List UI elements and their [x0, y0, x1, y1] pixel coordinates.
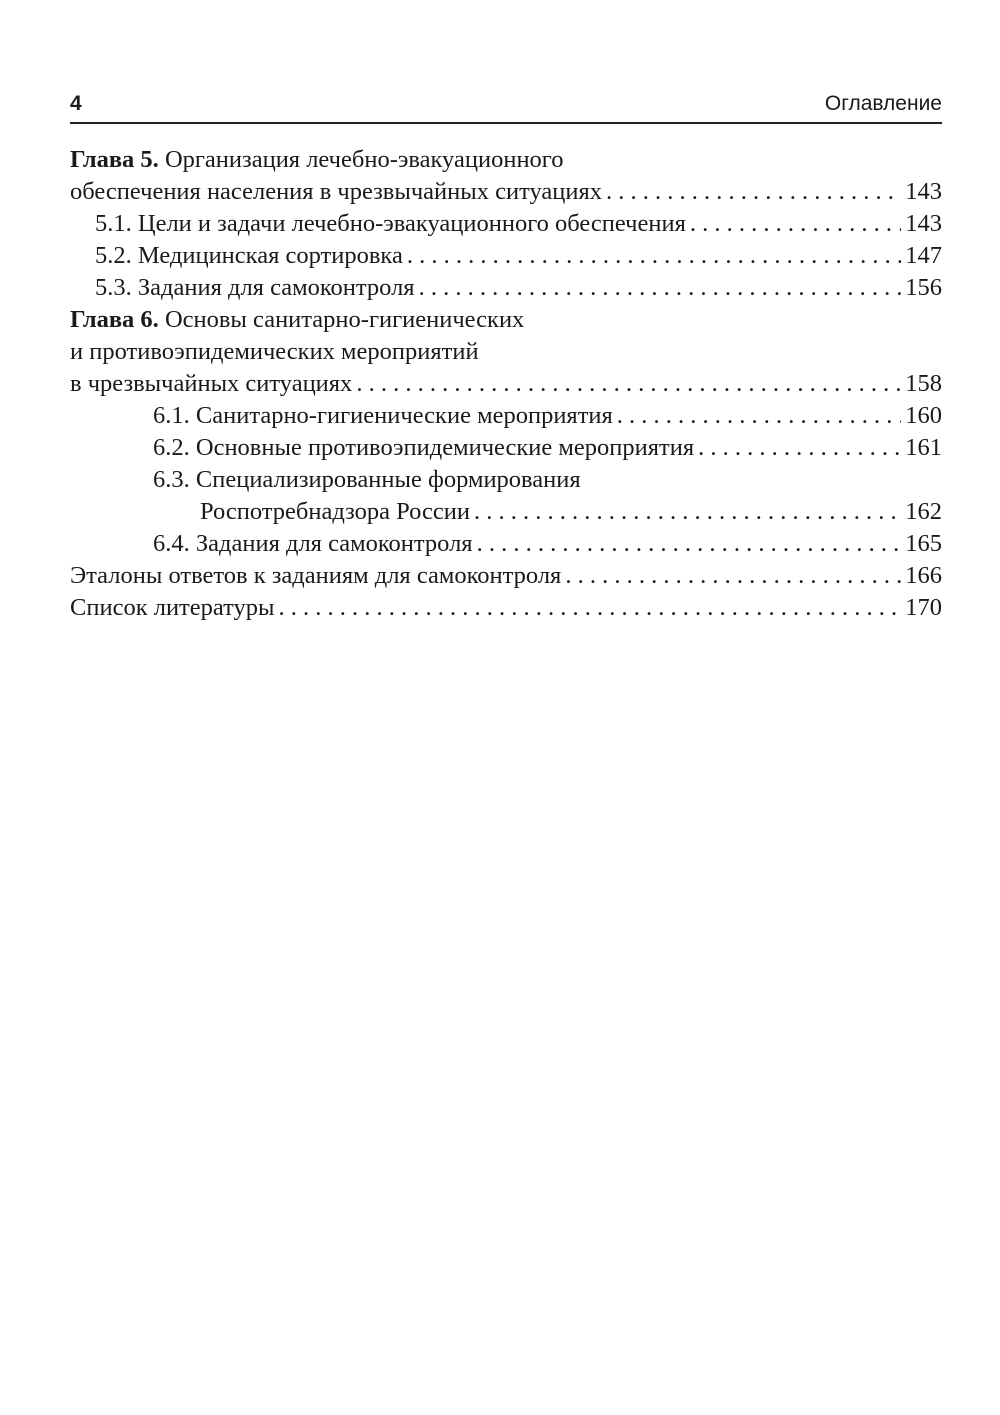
leader-dots — [606, 176, 901, 208]
toc-page: 161 — [905, 434, 942, 461]
running-header — [70, 88, 942, 124]
toc-text: Список литературы — [70, 594, 275, 621]
toc-entry — [70, 432, 942, 464]
leader-dots — [690, 208, 901, 240]
toc-entry — [70, 272, 942, 304]
page-number: 4 — [70, 92, 82, 115]
toc-page: 166 — [905, 562, 942, 589]
leader-dots — [474, 496, 901, 528]
toc-text: Организация лечебно-эвакуационного — [164, 146, 564, 173]
table-of-contents — [70, 144, 942, 624]
section-label: 6.3. — [153, 466, 190, 493]
leader-dots — [278, 592, 901, 624]
section-label: 5.2. — [95, 242, 132, 269]
toc-entry — [70, 176, 942, 208]
toc-page: 170 — [905, 594, 942, 621]
toc-text: Специализированные формирования — [195, 466, 581, 493]
toc-page: 156 — [905, 274, 942, 301]
toc-entry — [70, 496, 942, 528]
toc-text: Роспотребнадзора России — [200, 498, 471, 525]
leader-dots — [477, 528, 902, 560]
toc-entry — [70, 528, 942, 560]
toc-text: Основы санитарно-гигиенических — [164, 306, 525, 333]
toc-text: Цели и задачи лечебно-эвакуационного обеспечения — [137, 210, 686, 237]
toc-page: 162 — [905, 498, 942, 525]
toc-text: Медицинская сортировка — [137, 242, 403, 269]
toc-text: и противоэпидемических мероприятий — [70, 338, 479, 365]
leader-dots — [698, 432, 901, 464]
section-label: 5.1. — [95, 210, 132, 237]
section-label: 5.3. — [95, 274, 132, 301]
leader-dots — [407, 240, 901, 272]
toc-entry — [70, 592, 942, 624]
chapter-label: Глава 5. — [70, 146, 159, 173]
toc-entry — [70, 560, 942, 592]
toc-page: 165 — [905, 530, 942, 557]
toc-entry — [70, 336, 942, 368]
toc-page: 158 — [905, 370, 942, 397]
running-title: Оглавление — [824, 92, 942, 115]
toc-text: Эталоны ответов к заданиям для самоконтроля — [70, 562, 562, 589]
toc-chapter-6 — [70, 304, 942, 336]
toc-page: 143 — [905, 210, 942, 237]
toc-entry — [70, 400, 942, 432]
toc-text: Санитарно-гигиенические мероприятия — [195, 402, 613, 429]
toc-text: обеспечения населения в чрезвычайных ситуациях — [70, 178, 603, 205]
toc-page: 143 — [905, 178, 942, 205]
toc-entry — [70, 240, 942, 272]
section-label: 6.1. — [153, 402, 190, 429]
toc-text: Основные противоэпидемические мероприятия — [195, 434, 695, 461]
toc-chapter-5 — [70, 144, 942, 176]
toc-text: Задания для самоконтроля — [195, 530, 473, 557]
toc-page: 147 — [905, 242, 942, 269]
leader-dots — [419, 272, 902, 304]
toc-entry — [70, 208, 942, 240]
leader-dots — [617, 400, 901, 432]
section-label: 6.4. — [153, 530, 190, 557]
chapter-label: Глава 6. — [70, 306, 159, 333]
toc-entry — [70, 464, 942, 496]
leader-dots — [565, 560, 901, 592]
toc-text: Задания для самоконтроля — [137, 274, 415, 301]
toc-page: 160 — [905, 402, 942, 429]
toc-entry — [70, 368, 942, 400]
leader-dots — [356, 368, 901, 400]
section-label: 6.2. — [153, 434, 190, 461]
toc-text: в чрезвычайных ситуациях — [70, 370, 353, 397]
